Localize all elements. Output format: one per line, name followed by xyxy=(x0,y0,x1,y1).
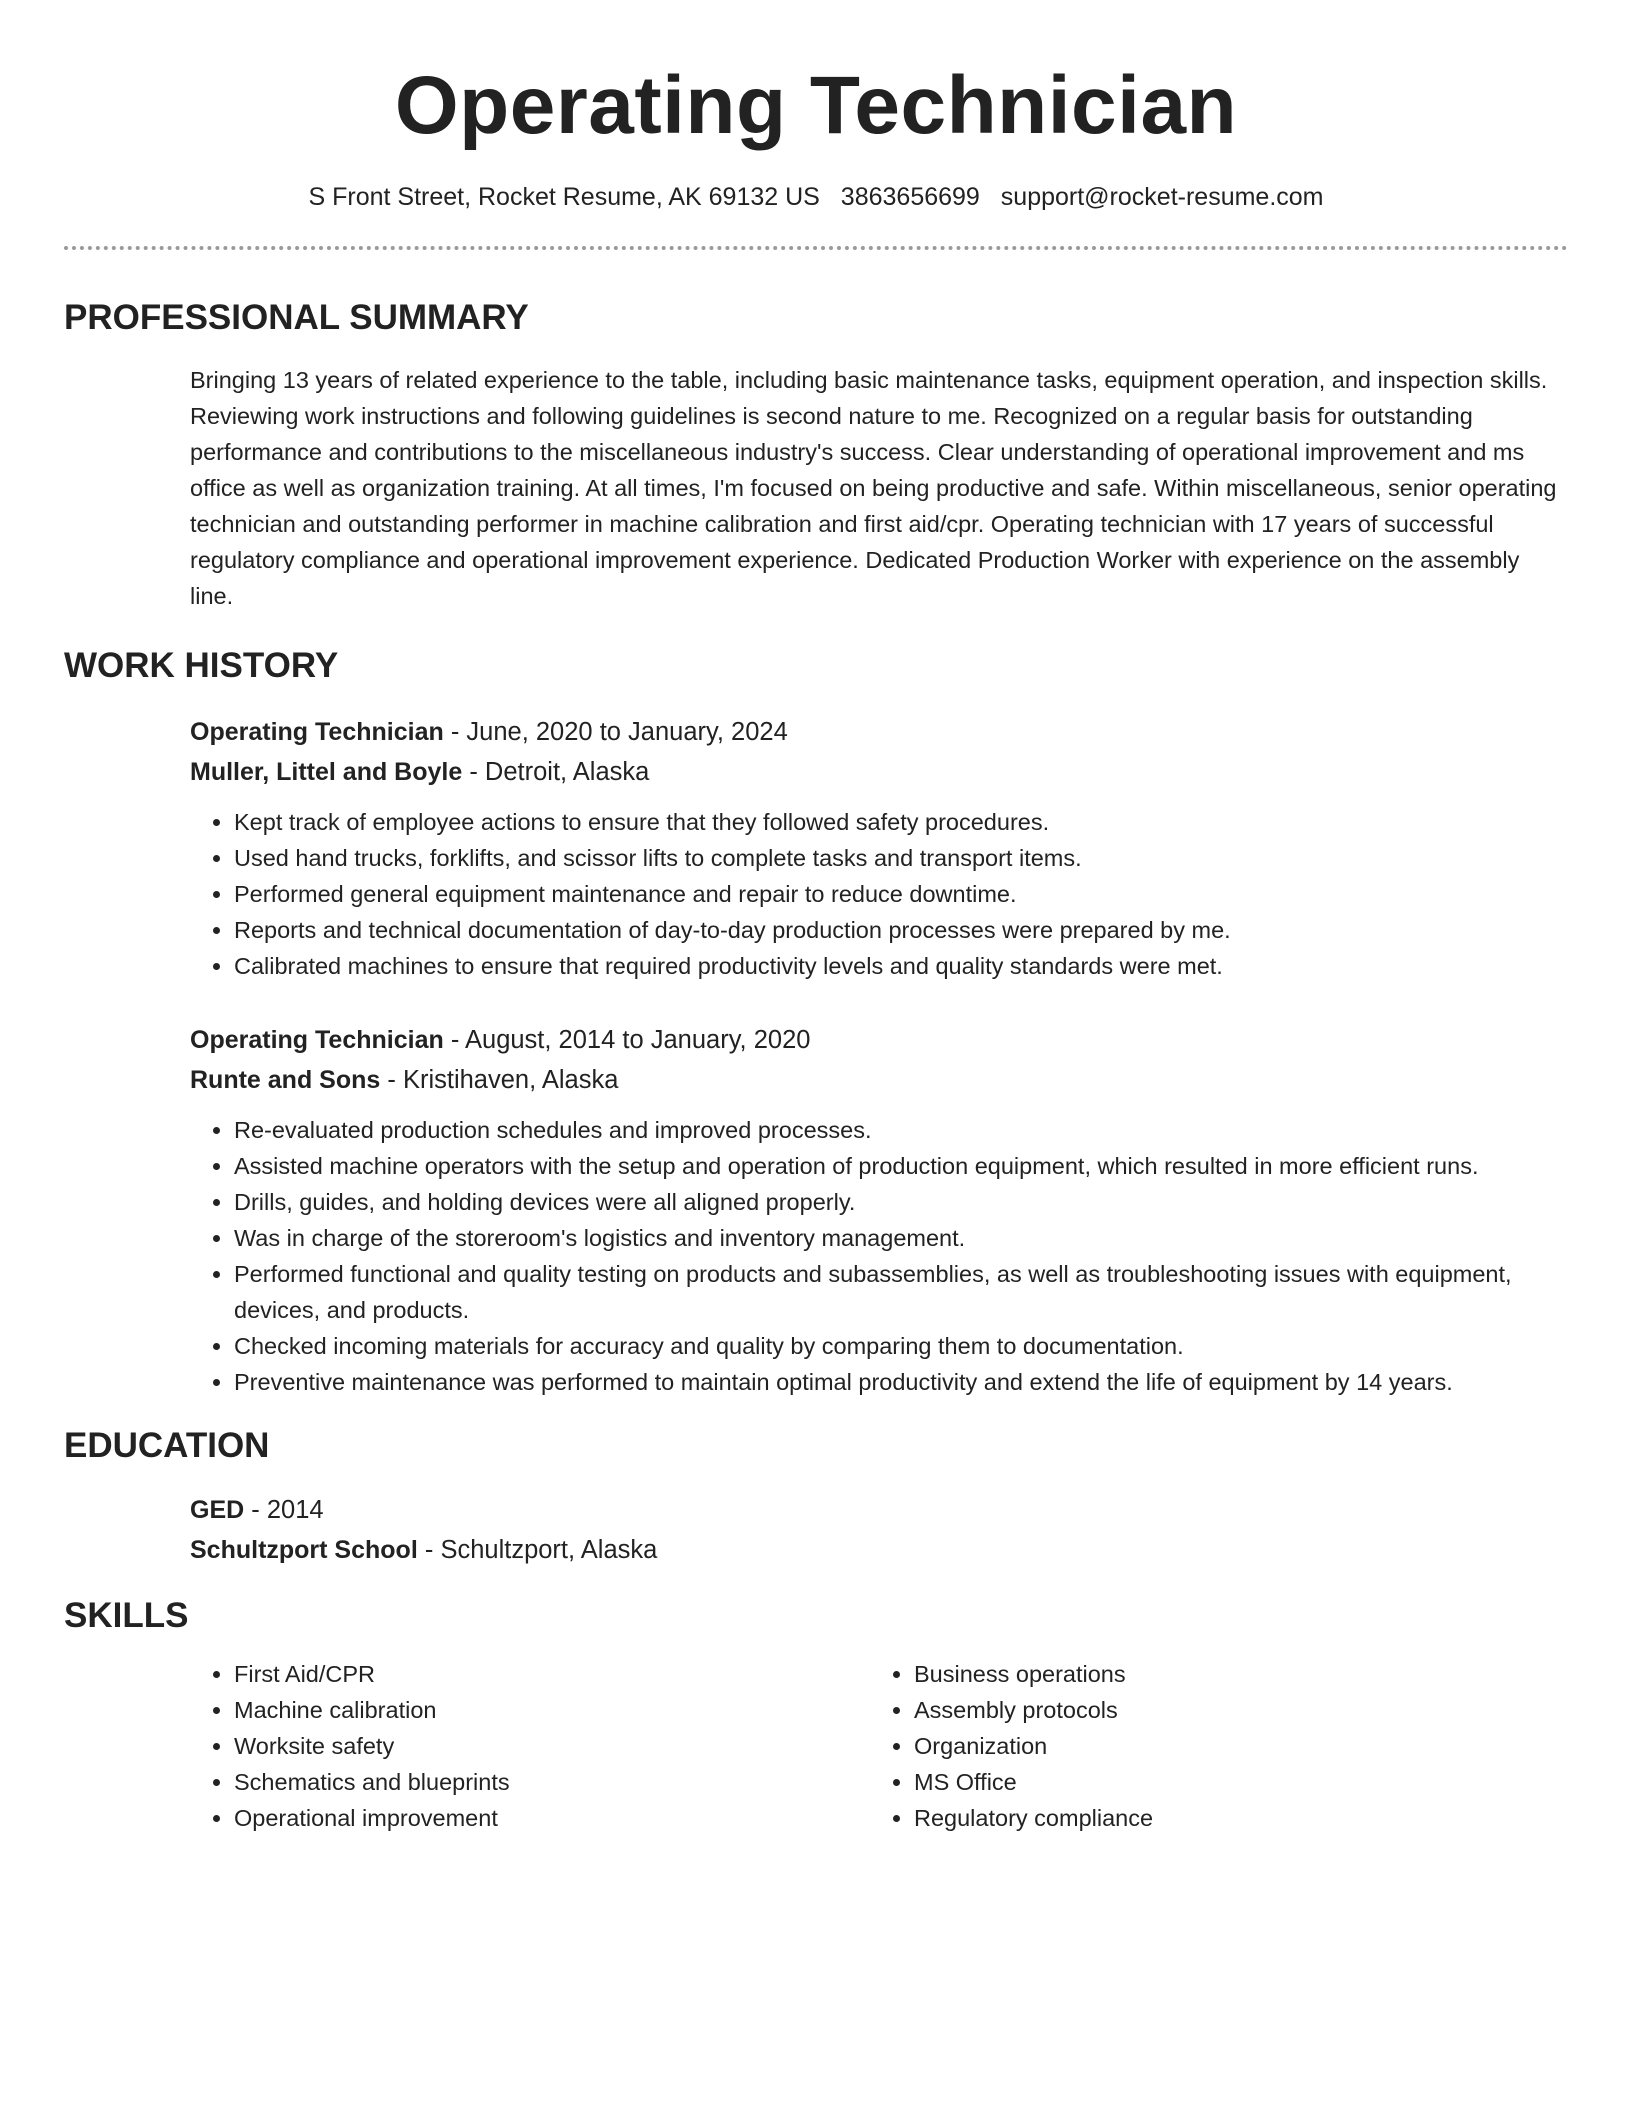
job-bullet: • Kept track of employee actions to ensure that they followed safety procedures. xyxy=(234,804,1568,840)
skill-item: • Business operations xyxy=(914,1656,1550,1692)
summary-section xyxy=(64,296,1568,614)
job-title-line xyxy=(190,1020,1568,1060)
job-bullet: • Performed general equipment maintenance and repair to reduce downtime. xyxy=(234,876,1568,912)
job-bullet: • Drills, guides, and holding devices were all aligned properly. xyxy=(234,1184,1568,1220)
degree: GED xyxy=(190,1496,245,1524)
skill-item: • Worksite safety xyxy=(234,1728,870,1764)
skills-section xyxy=(64,1594,1568,1836)
skill-item: • MS Office xyxy=(914,1764,1550,1800)
job-bullet: • Assisted machine operators with the setup and operation of production equipment, which resulted in more efficient runs. xyxy=(234,1148,1568,1184)
skill-item: • First Aid/CPR xyxy=(234,1656,870,1692)
candidate-name: Operating Technician xyxy=(394,60,1238,151)
job-company-line xyxy=(190,1060,1568,1100)
education-section xyxy=(64,1424,1568,1570)
job-bullets xyxy=(190,1112,1568,1400)
skill-item: • Operational improvement xyxy=(234,1800,870,1836)
contact-line xyxy=(64,180,1568,214)
job-bullet: • Was in charge of the storeroom's logistics and inventory management. xyxy=(234,1220,1568,1256)
job-role: Operating Technician xyxy=(190,718,444,746)
job-bullet: • Preventive maintenance was performed to maintain optimal productivity and extend the life of equipment by 14 years. xyxy=(234,1364,1568,1400)
school-line xyxy=(190,1530,1568,1570)
education-heading: EDUCATION xyxy=(64,1426,270,1465)
skills-heading: SKILLS xyxy=(64,1596,189,1635)
summary-heading: PROFESSIONAL SUMMARY xyxy=(64,298,529,337)
job-bullet: • Calibrated machines to ensure that required productivity levels and quality standards were met. xyxy=(234,948,1568,984)
skills-column-right xyxy=(870,1656,1550,1836)
job-bullet: • Checked incoming materials for accuracy and quality by comparing them to documentation. xyxy=(234,1328,1568,1364)
skill-item: • Machine calibration xyxy=(234,1692,870,1728)
skills-columns xyxy=(190,1656,1568,1836)
degree-year: - 2014 xyxy=(244,1496,324,1524)
work-history-section xyxy=(64,644,1568,1400)
job-title-line xyxy=(190,712,1568,752)
job-bullet: • Reports and technical documentation of day-to-day production processes were prepared by me. xyxy=(234,912,1568,948)
job-location: - Kristihaven, Alaska xyxy=(380,1066,619,1094)
job-company-line xyxy=(190,752,1568,792)
skill-item: • Schematics and blueprints xyxy=(234,1764,870,1800)
contact-address: S Front Street, Rocket Resume, AK 69132 US xyxy=(308,183,820,211)
education-entry xyxy=(190,1490,1568,1570)
resume-header xyxy=(64,0,1568,214)
skills-column-left xyxy=(190,1656,870,1836)
school-name: Schultzport School xyxy=(190,1536,418,1564)
skill-item: • Regulatory compliance xyxy=(914,1800,1550,1836)
job-bullets xyxy=(190,804,1568,984)
work-history-heading: WORK HISTORY xyxy=(64,646,339,685)
job-entry xyxy=(190,712,1568,984)
skill-item: • Organization xyxy=(914,1728,1550,1764)
job-company: Muller, Littel and Boyle xyxy=(190,758,463,786)
job-bullet: • Used hand trucks, forklifts, and scissor lifts to complete tasks and transport items. xyxy=(234,840,1568,876)
summary-text: Bringing 13 years of related experience to the table, including basic maintenance tasks, equipment operation, and inspection skills. Reviewing work instructions and following guidelines is second nature to me. Recognized on a regular basis for outstanding performance and contributions to the miscellaneous industry's success. Clear understanding of operational improvement and ms office as well as organization training. At all times, I'm focused on being productive and safe. Within miscellaneous, senior operating technician and outstanding performer in machine calibration and first aid/cpr. Operating technician with 17 years of successful regulatory compliance and operational improvement experience. Dedicated Production Worker with experience on the assembly line. xyxy=(190,367,1557,609)
job-bullet: • Performed functional and quality testing on products and subassemblies, as well as troubleshooting issues with equipment, devices, and products. xyxy=(234,1256,1568,1328)
job-bullet: • Re-evaluated production schedules and improved processes. xyxy=(234,1112,1568,1148)
school-location: - Schultzport, Alaska xyxy=(417,1536,658,1564)
job-company: Runte and Sons xyxy=(190,1066,381,1094)
job-entry xyxy=(190,1020,1568,1400)
degree-line xyxy=(190,1490,1568,1530)
job-dates: - August, 2014 to January, 2020 xyxy=(443,1026,811,1054)
job-location: - Detroit, Alaska xyxy=(462,758,650,786)
job-role: Operating Technician xyxy=(190,1026,444,1054)
skill-item: • Assembly protocols xyxy=(914,1692,1550,1728)
contact-phone: 3863656699 xyxy=(840,183,980,211)
job-dates: - June, 2020 to January, 2024 xyxy=(443,718,788,746)
header-divider xyxy=(64,246,1568,250)
contact-email: support@rocket-resume.com xyxy=(1000,183,1324,211)
